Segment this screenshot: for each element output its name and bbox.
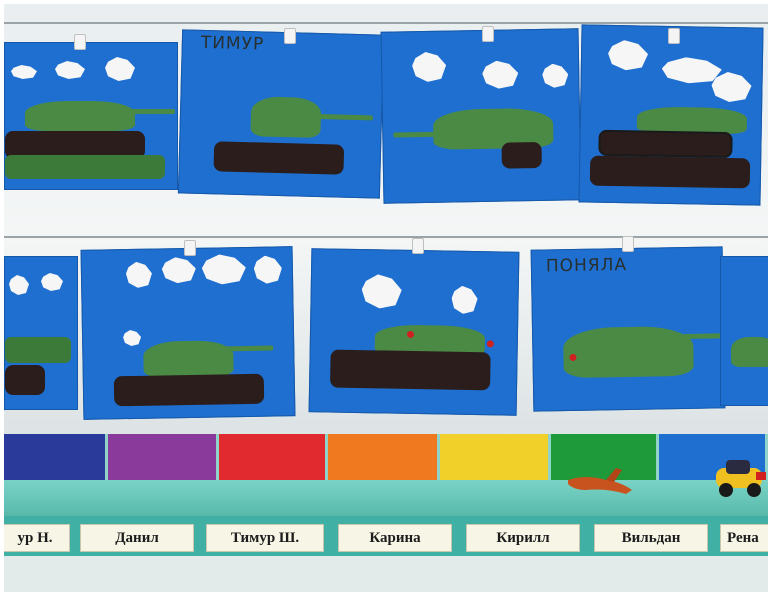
classroom-photo (4, 4, 768, 592)
paper-cloud (412, 52, 447, 83)
tank-gun (313, 114, 373, 121)
paper-cloud (162, 257, 196, 284)
tank-track (330, 350, 491, 391)
tank-track (114, 374, 265, 407)
paper-cloud (482, 60, 518, 89)
tank-turret (563, 326, 694, 378)
artwork-card (309, 248, 520, 416)
tank-track (501, 142, 541, 169)
name-tag: Кирилл (466, 524, 580, 552)
paper-cloud (41, 273, 63, 291)
color-strip (4, 434, 768, 482)
tank-gun (125, 109, 175, 114)
paper-cloud (254, 255, 282, 283)
bottom-hanging-wire (4, 236, 768, 238)
name-tag: ур Н. (4, 524, 70, 552)
paper-cloud (55, 61, 85, 79)
paper-clip (284, 28, 296, 44)
red-star (487, 340, 494, 347)
artwork-card (531, 246, 726, 411)
paper-cloud (711, 72, 752, 103)
paper-cloud (105, 57, 135, 81)
artwork-card (720, 256, 768, 406)
name-tag: Тимур Ш. (206, 524, 324, 552)
color-swatch (328, 434, 439, 482)
tank-gun (223, 346, 273, 352)
tank-track (5, 365, 45, 395)
paper-clip (184, 240, 196, 256)
paper-clip (668, 28, 680, 44)
color-swatch (4, 434, 108, 482)
artwork-card (578, 24, 763, 205)
tank-track (213, 141, 344, 174)
artwork-card (4, 256, 78, 410)
color-swatch (219, 434, 328, 482)
red-star (569, 354, 576, 361)
paper-clip (622, 236, 634, 252)
artwork-card (81, 246, 296, 420)
paper-cloud (202, 254, 247, 285)
toy-car (712, 456, 768, 498)
name-tag: Карина (338, 524, 452, 552)
paper-clip (482, 26, 494, 42)
paper-cloud (451, 286, 477, 314)
tank-track (590, 156, 750, 189)
artwork-caption: ТИМУР (200, 32, 265, 55)
artwork-card (4, 42, 178, 190)
tank-turret (25, 101, 135, 131)
tank-turret (731, 337, 768, 367)
wall-base (4, 556, 768, 592)
paper-clip (412, 238, 424, 254)
tank-body (5, 155, 165, 179)
artwork-card (178, 29, 384, 198)
color-swatch (108, 434, 219, 482)
paper-cloud (662, 57, 722, 84)
tank-gun (393, 132, 443, 138)
artwork-card (381, 28, 582, 203)
tank-body (5, 337, 71, 363)
paper-cloud (9, 275, 29, 295)
artwork-caption: ПОНЯЛА (545, 255, 628, 277)
paper-cloud (126, 262, 152, 288)
name-tag: Данил (80, 524, 194, 552)
paper-clip (74, 34, 86, 50)
tank-gun (683, 333, 721, 339)
top-hanging-wire (4, 22, 768, 24)
color-swatch (440, 434, 551, 482)
red-star (407, 331, 414, 338)
paper-cloud (542, 63, 568, 87)
tank-turret (250, 96, 321, 138)
paper-cloud (361, 274, 402, 309)
clay-figure (566, 466, 636, 496)
paper-cloud (123, 330, 141, 346)
paper-cloud (11, 65, 37, 79)
name-tag: Рена (720, 524, 768, 552)
tank-turret (143, 340, 234, 378)
name-tag: Вильдан (594, 524, 708, 552)
tank-track (598, 130, 732, 158)
paper-cloud (608, 40, 649, 71)
